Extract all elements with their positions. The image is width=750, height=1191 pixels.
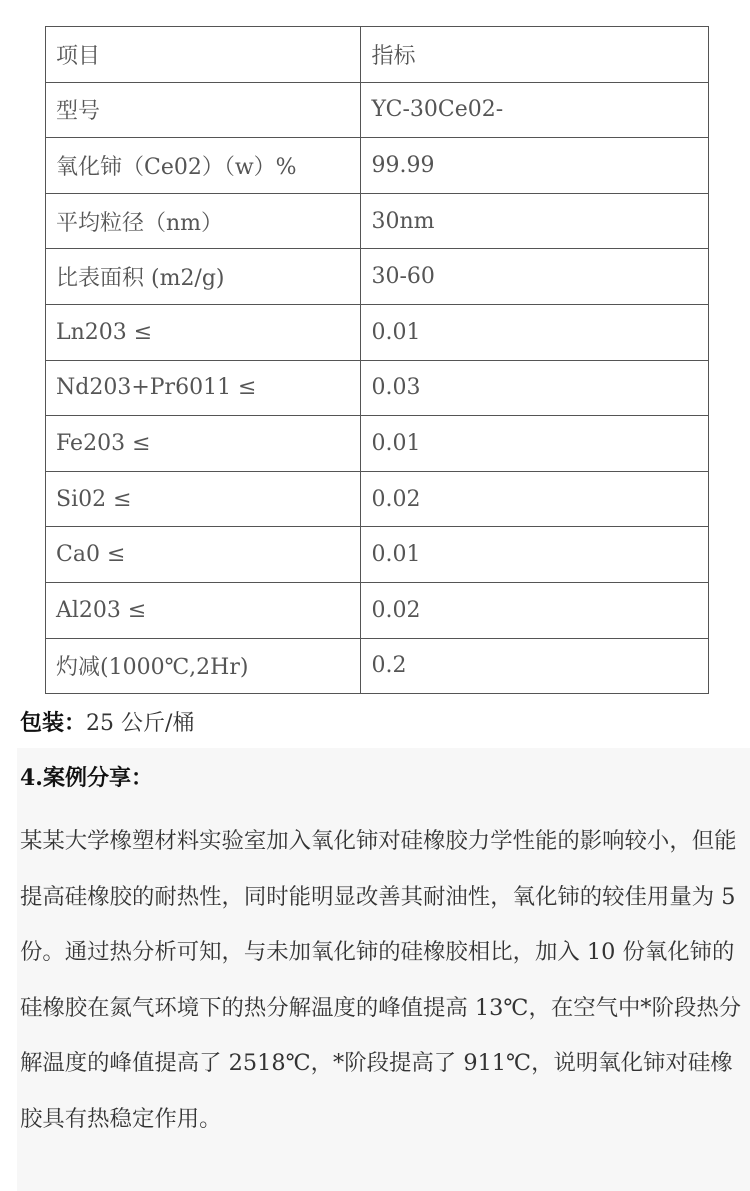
table-row — [46, 193, 709, 249]
packaging-value: 25 公斤/桶 — [86, 711, 195, 736]
table-cell-item: 平均粒径（nm） — [46, 193, 361, 249]
table-header-value: 指标 — [361, 27, 709, 83]
table-row — [46, 249, 709, 305]
table-row — [46, 638, 709, 694]
table-cell-value: YC-30Ce02- — [361, 82, 709, 138]
table-cell-value: 0.02 — [361, 582, 709, 638]
spec-table — [45, 26, 709, 694]
table-cell-value: 99.99 — [361, 138, 709, 194]
table-cell-item: Ca0 ≤ — [46, 527, 361, 583]
table-cell-item: Al203 ≤ — [46, 582, 361, 638]
table-row — [46, 527, 709, 583]
table-cell-value: 30nm — [361, 193, 709, 249]
table-cell-value: 0.02 — [361, 471, 709, 527]
table-header-item: 项目 — [46, 27, 361, 83]
table-cell-value: 0.2 — [361, 638, 709, 694]
table-cell-item: Si02 ≤ — [46, 471, 361, 527]
table-cell-value: 0.03 — [361, 360, 709, 416]
case-study-body: 某某大学橡塑材料实验室加入氧化铈对硅橡胶力学性能的影响较小，但能提高硅橡胶的耐热性，同时能明显改善其耐油性，氧化铈的较佳用量为 5 份。通过热分析可知，与未加氧化铈的硅橡胶相比，加入 10 份氧化铈的硅橡胶在氮气环境下的热分解温度的峰值提高 13℃，在空气中*阶段热分解温度的峰值提高了 2518℃，*阶段提高了 911℃，说明氧化铈对硅橡胶具有热稳定作用。 — [20, 828, 742, 1132]
table-cell-item: 灼减(1000℃,2Hr) — [46, 638, 361, 694]
table-row — [46, 82, 709, 138]
table-cell-value: 30-60 — [361, 249, 709, 305]
table-cell-item: 型号 — [46, 82, 361, 138]
table-row — [46, 416, 709, 472]
table-cell-item: 氧化铈（Ce02）（w）% — [46, 138, 361, 194]
table-cell-item: 比表面积 (m2/g) — [46, 249, 361, 305]
table-row — [46, 582, 709, 638]
table-cell-item: Nd203+Pr6011 ≤ — [46, 360, 361, 416]
packaging-line — [20, 705, 194, 741]
case-study-section — [17, 748, 750, 1191]
table-cell-value: 0.01 — [361, 304, 709, 360]
case-study-title: 4.案例分享： — [20, 765, 153, 791]
table-row — [46, 471, 709, 527]
table-cell-value: 0.01 — [361, 527, 709, 583]
table-cell-value: 0.01 — [361, 416, 709, 472]
table-row — [46, 27, 709, 83]
table-cell-item: Ln203 ≤ — [46, 304, 361, 360]
packaging-label: 包装： — [20, 710, 87, 736]
table-cell-item: Fe203 ≤ — [46, 416, 361, 472]
table-row — [46, 304, 709, 360]
table-row — [46, 138, 709, 194]
table-row — [46, 360, 709, 416]
